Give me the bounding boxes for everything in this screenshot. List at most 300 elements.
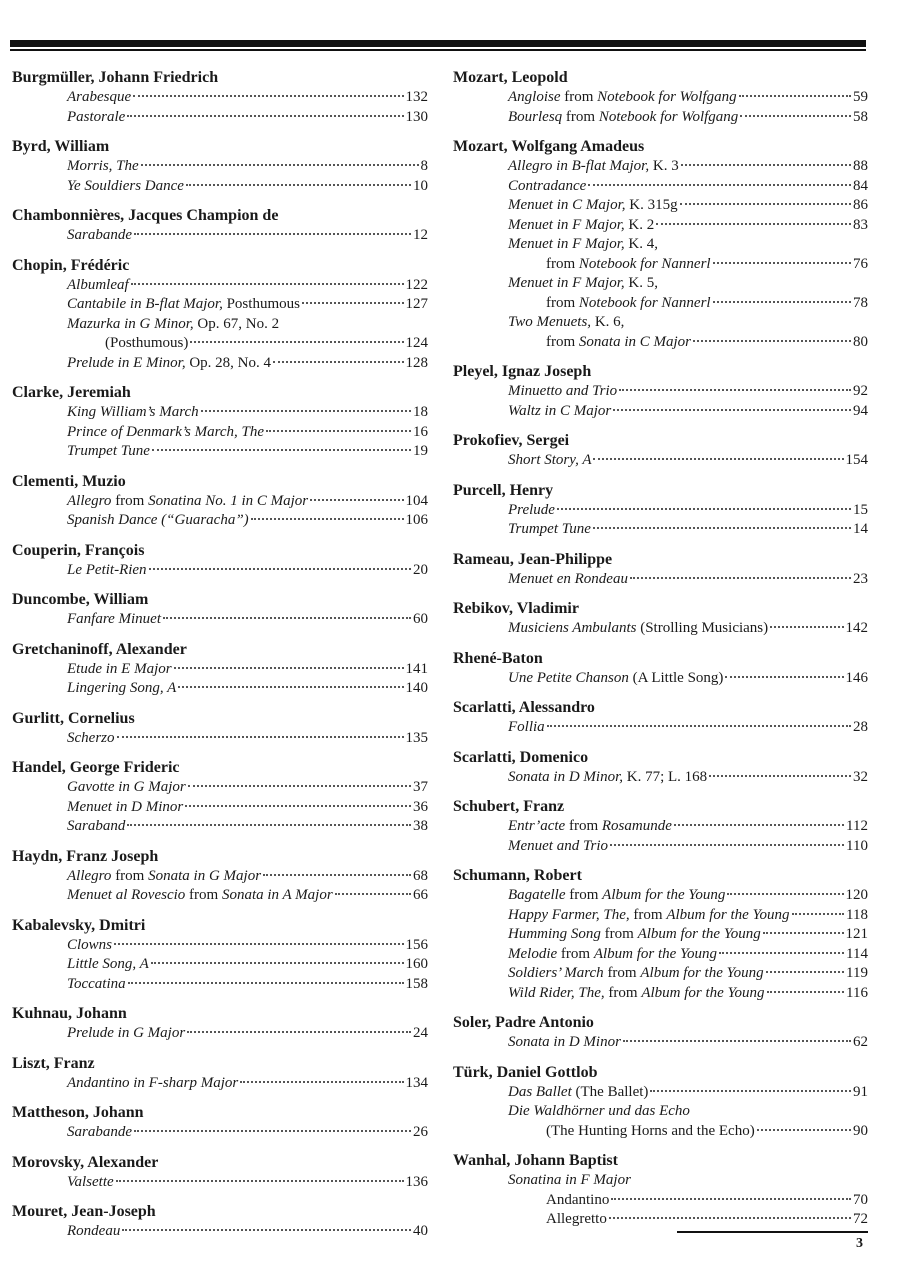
work-entry — [12, 442, 428, 462]
composer-name: Chopin, Frédéric — [12, 256, 130, 274]
page-ref: 135 — [405, 729, 428, 746]
work-title-segment: Short Story, A — [508, 452, 592, 468]
work-title-segment: Little Song, A — [67, 956, 149, 972]
work-title-segment: Waltz in C Major — [508, 402, 612, 419]
work-entry — [453, 964, 868, 984]
work-entry — [453, 520, 868, 540]
work-entry — [12, 1123, 428, 1143]
work-title-segment: (Posthumous) — [105, 335, 189, 351]
composer-name: Kuhnau, Johann — [12, 1005, 127, 1022]
work-title — [508, 382, 617, 402]
work-title — [508, 451, 591, 471]
work-title-segment: (Strolling Musicians) — [636, 620, 769, 636]
dot-leader — [770, 626, 843, 628]
work-entry — [453, 157, 868, 177]
work-entry — [12, 157, 428, 177]
dot-leader — [557, 508, 851, 510]
dot-leader — [178, 686, 403, 688]
dot-leader — [187, 1031, 411, 1033]
composer-name: Duncombe, William — [12, 591, 149, 608]
work-entry — [12, 403, 428, 423]
work-title-segment: from — [565, 818, 602, 834]
dot-leader — [588, 184, 851, 186]
work-title-segment: Allegro — [67, 492, 112, 509]
page-ref: 16 — [413, 423, 428, 440]
page-ref: 62 — [853, 1034, 868, 1050]
work-title-segment: Album for the Young — [666, 906, 790, 923]
work-entry — [12, 315, 428, 335]
work-title-segment: Prelude — [508, 501, 555, 518]
work-title-segment: Menuet in F Major, — [508, 236, 625, 252]
dot-leader — [251, 518, 404, 520]
page-ref: 88 — [853, 158, 868, 174]
work-title-segment: from — [546, 294, 579, 311]
page-ref: 91 — [853, 1083, 868, 1100]
work-title — [67, 729, 115, 749]
work-title-segment: Andantino in F-sharp Major — [67, 1074, 239, 1091]
work-title-segment: Trumpet Tune — [67, 443, 150, 459]
dot-leader — [266, 430, 411, 432]
work-title — [508, 570, 628, 590]
work-title — [508, 925, 761, 945]
work-entry — [12, 1074, 428, 1094]
work-title — [67, 423, 264, 443]
page-ref: 154 — [845, 452, 868, 468]
work-title-segment: K. 4, — [624, 236, 658, 252]
composer-name: Türk, Daniel Gottlob — [453, 1063, 598, 1081]
work-title — [508, 157, 679, 177]
dot-leader — [151, 962, 404, 964]
dot-leader — [766, 971, 844, 973]
composer-name: Morovsky, Alexander — [12, 1153, 159, 1171]
work-entry — [453, 382, 868, 402]
page-ref: 58 — [853, 108, 868, 125]
dot-leader — [127, 115, 403, 117]
composer-entry — [12, 1202, 428, 1242]
work-title — [508, 177, 586, 197]
page-ref: 130 — [405, 108, 428, 125]
work-title-segment: from — [111, 492, 149, 509]
work-title-segment: Le Petit-Rien — [67, 561, 147, 578]
page-ref: 140 — [405, 680, 428, 696]
page-ref: 142 — [845, 620, 868, 636]
work-title-segment: Allegretto — [546, 1211, 607, 1227]
work-title-segment: from — [111, 867, 149, 884]
work-title — [67, 108, 125, 128]
page-ref: 116 — [846, 984, 868, 1001]
work-title — [67, 660, 172, 680]
work-title-segment: Allegro in B-flat Major, — [508, 158, 650, 174]
composer-name: Schumann, Robert — [453, 867, 582, 884]
work-title — [67, 295, 300, 315]
work-title-segment: Clowns — [67, 936, 113, 953]
work-title — [508, 1083, 648, 1103]
work-entry — [12, 354, 428, 374]
work-title — [67, 679, 176, 699]
work-title-segment: Sonata in D Minor — [508, 1034, 621, 1050]
page-ref: 120 — [845, 887, 868, 903]
work-title — [508, 964, 764, 984]
composer-entry — [12, 472, 428, 531]
work-title-segment: Sonatina No. 1 in C Major — [148, 492, 309, 509]
page-ref: 10 — [413, 177, 428, 194]
work-title-segment: Happy Farmer, The, — [508, 906, 630, 923]
composer-entry — [453, 866, 868, 1003]
work-entry — [453, 451, 868, 471]
work-entry — [453, 906, 868, 926]
dot-leader — [725, 676, 843, 678]
composer-entry — [12, 383, 428, 462]
dot-leader — [152, 449, 411, 451]
header-rule-thin — [10, 49, 866, 51]
dot-leader — [116, 1180, 404, 1182]
work-title — [508, 216, 654, 236]
work-title — [508, 669, 723, 689]
page-ref: 76 — [853, 255, 868, 272]
page-ref: 92 — [853, 383, 868, 399]
work-title-segment: Gavotte in G Major — [67, 779, 186, 795]
composer-entry — [453, 1151, 868, 1230]
work-title — [508, 984, 765, 1004]
work-entry — [453, 108, 868, 128]
page-ref: 112 — [846, 818, 868, 834]
work-title-segment: Etude in E Major — [67, 660, 172, 677]
dot-leader — [163, 617, 411, 619]
dot-leader — [767, 991, 844, 993]
composer-name: Byrd, William — [12, 138, 110, 155]
dot-leader — [763, 932, 844, 934]
work-title-segment: from — [185, 887, 222, 903]
composer-name: Mozart, Leopold — [453, 69, 568, 86]
page-ref: 160 — [405, 956, 428, 972]
page-ref: 127 — [405, 296, 428, 312]
work-title — [508, 1102, 690, 1122]
work-title — [67, 226, 132, 246]
work-title-segment: Menuet in C Major, — [508, 197, 626, 213]
work-entry — [12, 295, 428, 315]
composer-entry — [12, 206, 428, 246]
composer-entry — [12, 68, 428, 127]
composer-name: Clarke, Jeremiah — [12, 384, 131, 401]
composer-entry — [12, 1054, 428, 1094]
composer-entry — [12, 1153, 428, 1193]
work-entry — [453, 570, 868, 590]
work-title — [508, 837, 608, 857]
work-entry — [12, 1024, 428, 1044]
page-ref: 124 — [405, 335, 428, 351]
page-ref: 146 — [845, 669, 868, 686]
work-title — [67, 817, 125, 837]
page-ref: 80 — [853, 333, 868, 350]
work-title-segment: King William’s March — [67, 404, 199, 420]
work-entry — [453, 402, 868, 422]
page-ref: 18 — [413, 404, 428, 420]
work-title — [508, 402, 611, 422]
work-title — [67, 511, 249, 531]
work-title — [67, 975, 126, 995]
work-title-segment: Menuet al Rovescio — [67, 887, 186, 903]
work-title-segment: Album for the Young — [637, 926, 761, 942]
composer-entry — [453, 797, 868, 856]
dot-leader — [134, 1130, 411, 1132]
composer-entry — [453, 431, 868, 471]
work-title — [67, 610, 161, 630]
work-entry — [12, 610, 428, 630]
work-title — [67, 276, 129, 296]
work-title-segment: Bourlesq — [508, 108, 563, 125]
work-title — [67, 886, 333, 906]
page-ref: 104 — [405, 492, 428, 509]
work-title-segment: Prelude in G Major — [67, 1025, 186, 1041]
composer-entry — [453, 1063, 868, 1142]
page-ref: 128 — [405, 354, 428, 371]
dot-leader — [547, 725, 851, 727]
work-entry — [12, 679, 428, 699]
work-title-segment: K. 3 — [649, 158, 679, 174]
work-title-segment: Musiciens Ambulants — [508, 620, 637, 636]
work-entry — [12, 511, 428, 531]
page-ref: 20 — [413, 561, 428, 578]
work-title-segment: Sarabande — [67, 227, 132, 243]
composer-entry — [453, 748, 868, 788]
composer-entry — [12, 640, 428, 699]
page-ref: 110 — [846, 837, 868, 854]
work-entry — [453, 1033, 868, 1053]
work-entry — [12, 1222, 428, 1242]
work-entry — [453, 235, 868, 255]
work-entry — [453, 177, 868, 197]
work-entry — [453, 88, 868, 108]
composer-name: Mozart, Wolfgang Amadeus — [453, 138, 645, 155]
dot-leader — [674, 824, 844, 826]
work-title-segment: K. 5, — [624, 275, 658, 291]
composer-entry — [453, 649, 868, 689]
work-title-segment: (A Little Song) — [628, 669, 724, 686]
work-title — [508, 274, 658, 294]
page-ref: 38 — [413, 818, 428, 834]
work-title-segment: Spanish Dance (“Guaracha”) — [67, 512, 249, 528]
work-title-segment: Rondeau — [67, 1223, 121, 1239]
work-entry — [453, 501, 868, 521]
work-title-segment: Bagatelle — [508, 887, 566, 903]
dot-leader — [593, 458, 843, 460]
dot-leader — [190, 341, 403, 343]
work-entry — [453, 196, 868, 216]
page-ref: 156 — [405, 936, 428, 953]
page-ref: 72 — [853, 1211, 868, 1227]
work-title-segment: Arabesque — [67, 89, 132, 105]
page-ref: 24 — [413, 1025, 428, 1041]
dot-leader — [609, 1217, 851, 1219]
work-title-segment: Une Petite Chanson — [508, 669, 629, 686]
composer-entry — [453, 481, 868, 540]
work-title-segment: Soldiers’ March — [508, 965, 604, 981]
page-ref: 70 — [853, 1191, 868, 1208]
composer-name: Clementi, Muzio — [12, 472, 126, 490]
work-title-segment: from — [546, 255, 579, 272]
composer-name: Schubert, Franz — [453, 798, 565, 815]
composer-entry — [12, 709, 428, 749]
composer-entry — [453, 137, 868, 352]
page-ref: 114 — [846, 945, 868, 962]
work-title-segment: Toccatina — [67, 975, 126, 992]
work-entry — [12, 936, 428, 956]
page-ref: 86 — [853, 197, 868, 213]
work-entry — [12, 798, 428, 818]
composer-name: Gretchaninoff, Alexander — [12, 640, 187, 658]
dot-leader — [201, 410, 411, 412]
work-title-segment: Notebook for Wolfgang — [597, 89, 737, 105]
page-ref: 26 — [413, 1124, 428, 1140]
page-ref: 158 — [405, 975, 428, 992]
work-title — [508, 1033, 621, 1053]
work-title-segment: K. 77; L. 168 — [623, 768, 708, 785]
work-title-segment: from — [565, 887, 603, 903]
work-title — [508, 88, 737, 108]
work-title — [67, 88, 131, 108]
page-ref: 23 — [853, 570, 868, 587]
work-title-segment: Mazurka in G Minor, — [67, 315, 194, 332]
dot-leader — [650, 1090, 851, 1092]
composer-entry — [453, 362, 868, 421]
work-title-segment: (The Hunting Horns and the Echo) — [546, 1122, 755, 1139]
page-ref: 40 — [413, 1223, 428, 1239]
work-title-segment: Albumleaf — [67, 276, 129, 293]
work-entry — [12, 88, 428, 108]
composer-name: Purcell, Henry — [453, 481, 554, 499]
dot-leader — [610, 844, 844, 846]
work-title-segment: Notebook for Nannerl — [578, 255, 711, 272]
work-entry — [453, 837, 868, 857]
work-entry — [12, 423, 428, 443]
work-title-segment: Menuet in D Minor — [67, 798, 184, 815]
page-ref: 8 — [420, 158, 428, 174]
work-entry — [453, 619, 868, 639]
work-title — [508, 945, 717, 965]
work-entry — [453, 1191, 868, 1211]
index-column-right — [453, 68, 868, 1240]
page-ref: 19 — [413, 443, 428, 459]
work-entry — [453, 1171, 868, 1191]
work-title — [67, 1222, 120, 1242]
dot-leader — [630, 577, 851, 579]
composer-name: Scarlatti, Alessandro — [453, 699, 595, 716]
dot-leader — [186, 184, 411, 186]
page-ref: 121 — [845, 926, 868, 942]
page-ref: 14 — [853, 521, 868, 537]
page-ref: 28 — [853, 719, 868, 735]
dot-leader — [185, 805, 411, 807]
work-title-segment: Sonatina in F Major — [508, 1172, 631, 1188]
dot-leader — [141, 164, 419, 166]
work-title — [105, 334, 188, 354]
work-title — [67, 1024, 185, 1044]
work-entry — [12, 867, 428, 887]
page-ref: 12 — [413, 227, 428, 243]
work-title — [67, 1074, 238, 1094]
work-title-segment: Album for the Young — [602, 887, 726, 903]
page-ref: 84 — [853, 177, 868, 194]
page-ref: 83 — [853, 216, 868, 233]
work-title-segment: Humming Song — [508, 926, 601, 942]
dot-leader — [174, 667, 404, 669]
composer-entry — [12, 1004, 428, 1044]
composer-name: Soler, Padre Antonio — [453, 1014, 594, 1031]
page-number: 3 — [856, 1236, 863, 1251]
composer-entry — [12, 758, 428, 837]
work-entry — [12, 226, 428, 246]
work-title-segment: Sonata in D Minor, — [508, 768, 624, 785]
dot-leader — [263, 874, 411, 876]
dot-leader — [713, 262, 851, 264]
work-title-segment: Scherzo — [67, 729, 115, 746]
work-title — [546, 294, 711, 314]
work-title — [67, 177, 184, 197]
dot-leader — [611, 1198, 851, 1200]
composer-entry — [12, 847, 428, 906]
composer-name: Rebikov, Vladimir — [453, 600, 579, 617]
work-title-segment: K. 315g — [625, 197, 678, 213]
work-title-segment: Notebook for Nannerl — [578, 294, 711, 311]
work-title — [508, 1171, 631, 1191]
page-ref: 90 — [853, 1122, 868, 1139]
work-title-segment: Wild Rider, The, — [508, 984, 605, 1001]
work-title — [508, 108, 738, 128]
work-entry — [12, 778, 428, 798]
dot-leader — [302, 302, 404, 304]
dot-leader — [114, 943, 403, 945]
work-title — [508, 501, 555, 521]
dot-leader — [127, 824, 411, 826]
work-title-segment: (The Ballet) — [571, 1083, 649, 1100]
work-title-segment: Das Ballet — [508, 1083, 572, 1100]
work-title-segment: Notebook for Wolfgang — [598, 108, 739, 125]
work-title-segment: Menuet and Trio — [508, 837, 608, 854]
page-ref: 106 — [405, 512, 428, 528]
work-title-segment: from — [560, 89, 598, 105]
composer-name: Scarlatti, Domenico — [453, 748, 589, 766]
work-entry — [453, 333, 868, 353]
work-entry — [12, 886, 428, 906]
composer-name: Mouret, Jean-Joseph — [12, 1203, 156, 1220]
work-entry — [12, 276, 428, 296]
composer-name: Burgmüller, Johann Friedrich — [12, 69, 219, 86]
page-ref: 32 — [853, 768, 868, 785]
dot-leader — [619, 389, 851, 391]
dot-leader — [709, 775, 851, 777]
work-title — [67, 778, 186, 798]
dot-leader — [273, 361, 403, 363]
work-title-segment: from — [600, 926, 638, 942]
work-title-segment: from — [546, 333, 579, 350]
composer-entry — [12, 541, 428, 581]
work-entry — [453, 817, 868, 837]
dot-leader — [131, 283, 404, 285]
work-title-segment: Posthumous — [222, 296, 300, 312]
work-title-segment: Minuetto and Trio — [508, 383, 618, 399]
work-entry — [12, 660, 428, 680]
work-entry — [12, 492, 428, 512]
work-title-segment: Album for the Young — [593, 945, 718, 962]
work-title — [67, 867, 261, 887]
work-title-segment: from — [604, 984, 642, 1001]
work-entry — [453, 768, 868, 788]
work-entry — [453, 669, 868, 689]
dot-leader — [739, 95, 851, 97]
page-ref: 136 — [405, 1173, 428, 1190]
composer-entry — [12, 916, 428, 995]
dot-leader — [122, 1229, 411, 1231]
